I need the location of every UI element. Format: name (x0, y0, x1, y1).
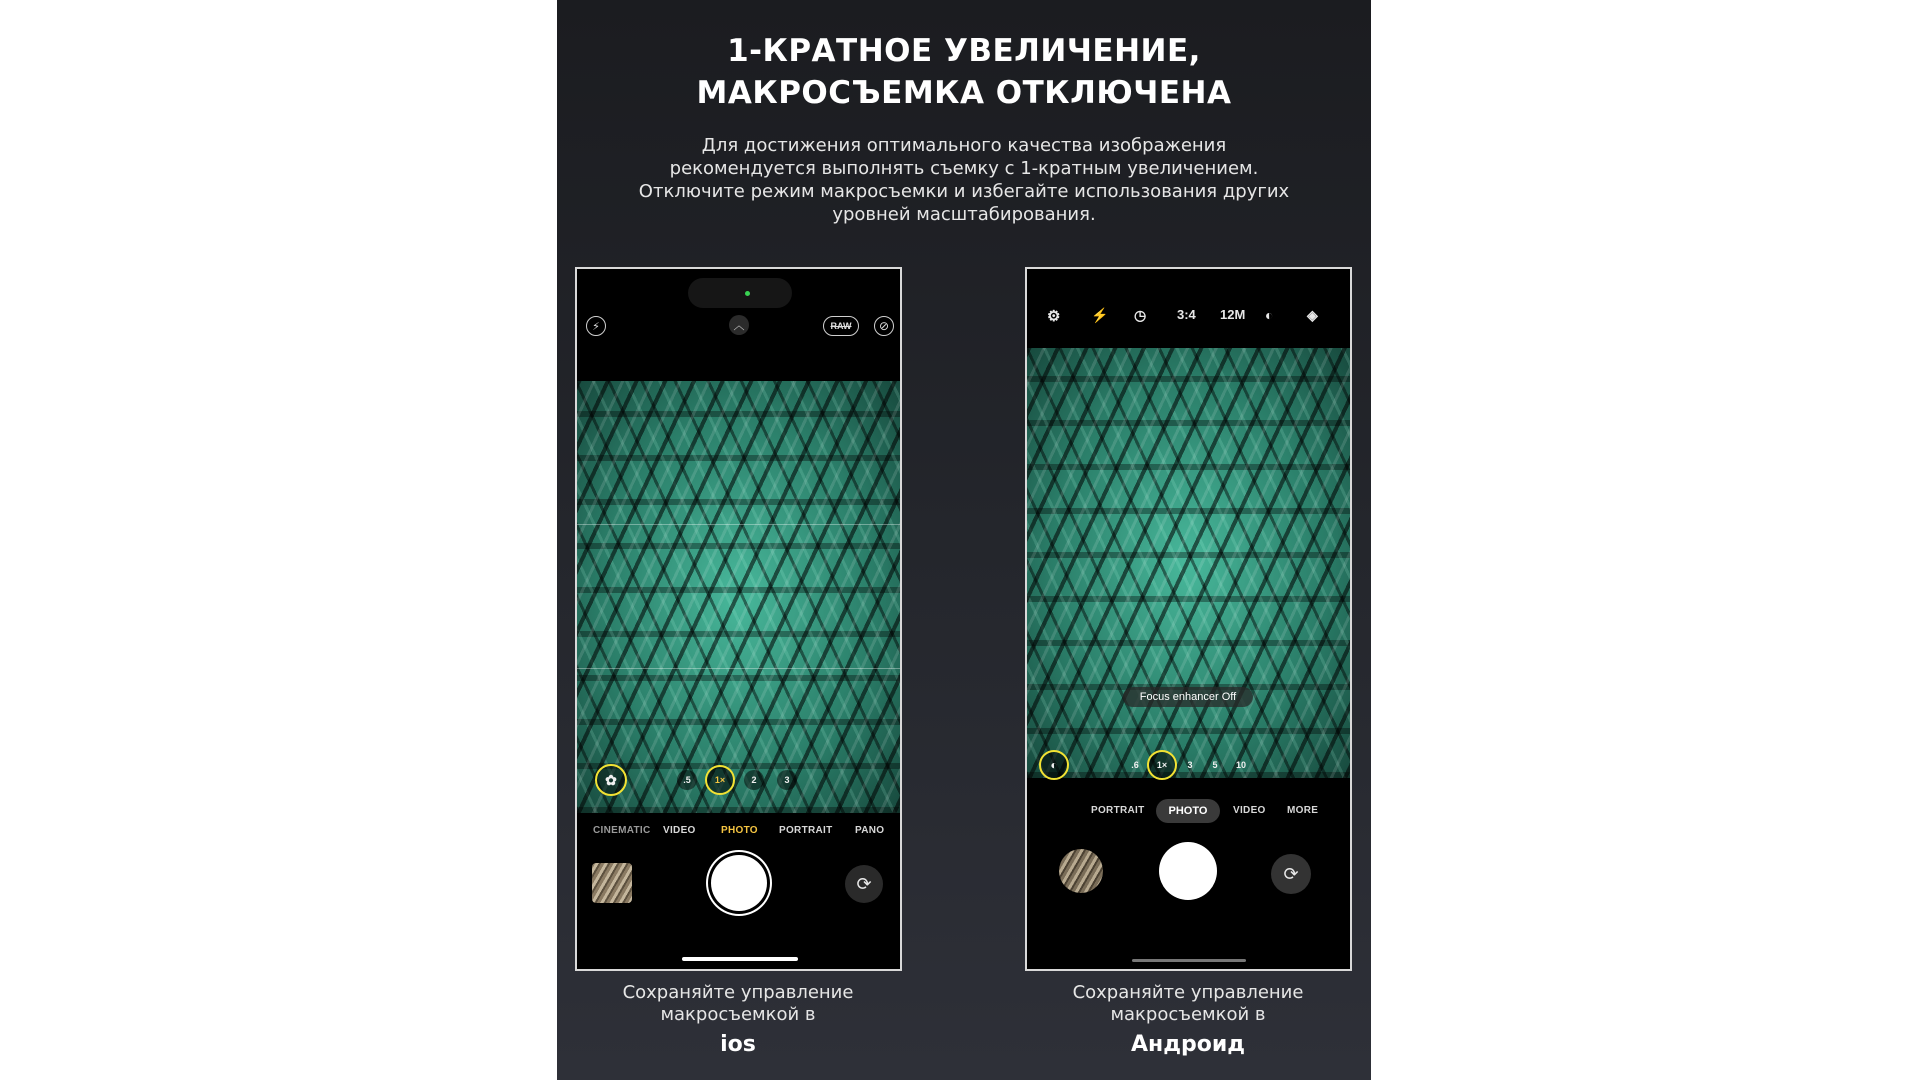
ios-caption-line-1: Сохраняйте управление (622, 982, 854, 1003)
description-line-3: Отключите режим макросъемки и избегайте использования других (638, 181, 1290, 202)
mode-video[interactable]: VIDEO (663, 825, 696, 836)
zoom-button-0-5[interactable]: .5 (677, 770, 697, 790)
android-camera-screenshot (1025, 267, 1352, 971)
mode-portrait[interactable]: PORTRAIT (779, 825, 833, 836)
viewfinder-fabric (1027, 348, 1350, 778)
shutter-button[interactable] (711, 855, 767, 911)
last-photo-thumbnail[interactable] (1059, 849, 1103, 893)
dynamic-island (688, 278, 792, 308)
android-caption-line-1: Сохраняйте управление (1072, 982, 1304, 1003)
timer-icon[interactable]: ◷ (1134, 307, 1147, 323)
mode-pano[interactable]: PANO (855, 825, 885, 836)
motion-photo-icon[interactable]: ◐ (1265, 307, 1274, 323)
android-os-label: Андроид (1130, 1032, 1246, 1057)
mode-photo[interactable]: PHOTO (721, 825, 758, 836)
live-photo-off-icon[interactable]: ⊘ (874, 316, 894, 336)
macro-toggle-icon[interactable]: ✿ (595, 764, 627, 796)
android-caption-line-2: макросъемкой в (1110, 1004, 1266, 1025)
ios-os-label: ios (720, 1032, 756, 1057)
info-panel (557, 0, 1371, 1080)
raw-toggle-icon[interactable]: RAW (823, 316, 859, 336)
zoom-button-5[interactable]: 5 (1212, 760, 1218, 770)
home-indicator (682, 957, 798, 961)
zoom-button-10[interactable]: 10 (1235, 760, 1246, 770)
ios-caption-line-2: макросъемкой в (660, 1004, 816, 1025)
resolution-button[interactable]: 12M (1220, 307, 1246, 322)
zoom-button-0-6[interactable]: .6 (1131, 760, 1139, 770)
mode-video[interactable]: VIDEO (1233, 805, 1266, 816)
ios-camera-screenshot (575, 267, 902, 971)
zoom-button-1x[interactable]: 1× (1147, 750, 1177, 780)
description (607, 134, 1321, 226)
top-toolbar (1027, 269, 1350, 348)
flash-icon[interactable]: ⚡ (586, 316, 606, 336)
mode-more[interactable]: MORE (1287, 805, 1319, 816)
gesture-bar (1132, 959, 1246, 962)
description-line-1: Для достижения оптимального качества изображения (701, 135, 1227, 156)
switch-camera-icon[interactable]: ⟳ (1271, 854, 1311, 894)
focus-enhancer-toast: Focus enhancer Off (1123, 687, 1253, 707)
description-line-2: рекомендуется выполнять съемку с 1-кратным увеличением. (669, 158, 1259, 179)
settings-gear-icon[interactable]: ⚙ (1047, 308, 1061, 325)
title-line-1: 1-КРАТНОЕ УВЕЛИЧЕНИЕ, (727, 33, 1201, 69)
switch-camera-icon[interactable]: ⟳ (845, 865, 883, 903)
page-title (557, 30, 1371, 114)
flash-off-icon[interactable]: ⚡ (1091, 307, 1109, 323)
grid-line (577, 524, 900, 525)
mode-photo[interactable]: PHOTO (1156, 799, 1220, 823)
filters-layers-icon[interactable]: ◈ (1307, 307, 1318, 323)
shutter-button[interactable] (1159, 842, 1217, 900)
ios-caption (573, 982, 903, 1057)
chevron-up-icon[interactable]: ︿ (729, 315, 749, 335)
focus-enhancer-icon[interactable]: ◐ (1039, 750, 1069, 780)
mode-portrait[interactable]: PORTRAIT (1091, 805, 1145, 816)
zoom-button-3[interactable]: 3 (1187, 760, 1193, 770)
description-line-4: уровней масштабирования. (832, 204, 1096, 225)
zoom-button-2[interactable]: 2 (744, 770, 764, 790)
last-photo-thumbnail[interactable] (592, 863, 632, 903)
camera-indicator-dot (745, 291, 750, 296)
aspect-ratio-button[interactable]: 3:4 (1177, 307, 1196, 322)
mode-cinematic[interactable]: CINEMATIC (593, 825, 651, 836)
android-caption (1023, 982, 1353, 1057)
viewfinder-fabric (577, 381, 900, 813)
title-line-2: МАКРОСЪЕМКА ОТКЛЮЧЕНА (696, 75, 1232, 111)
zoom-button-3[interactable]: 3 (777, 770, 797, 790)
zoom-button-1x[interactable]: 1× (705, 765, 735, 795)
grid-line (577, 668, 900, 669)
